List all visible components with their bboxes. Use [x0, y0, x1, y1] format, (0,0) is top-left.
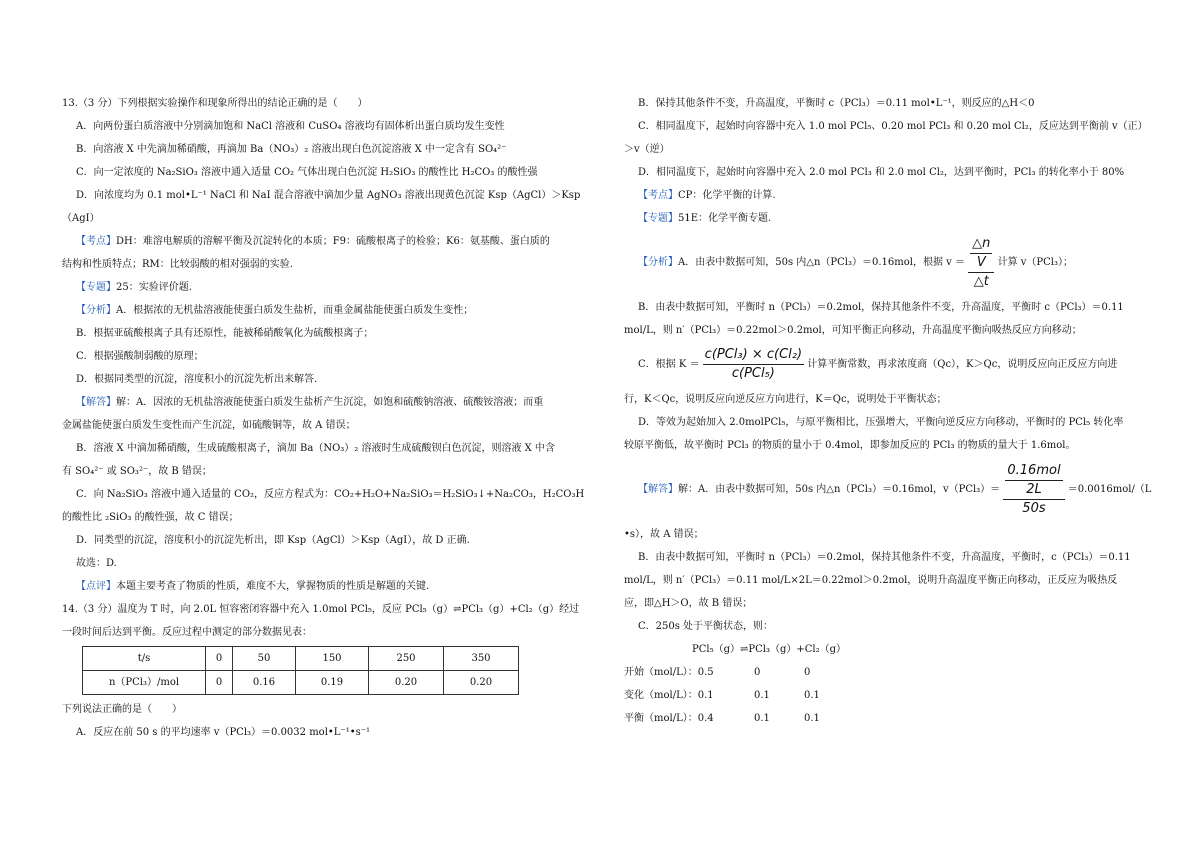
right-column: [624, 92, 1152, 730]
fenxi-d: D．等效为起始加入 2.0molPCl₅，与原平衡相比，压强增大，平衡向逆反应方向移动，平衡时的 PCl₅ 转化率: [638, 417, 1124, 428]
fenxi-c-post: 计算平衡常数，再求浓度商（Qc），K＞Qc，说明反应向正反应方向进: [807, 359, 1118, 370]
fenxi-a-post: 计算 v（PCl₃）；: [997, 257, 1073, 268]
rate-formula: [968, 235, 994, 291]
fenxi-d: D．根据同类型的沉淀，溶度积小的沉淀先析出来解答.: [76, 374, 318, 385]
kaodian-line: [624, 184, 1142, 207]
q13-option-c: C．向一定浓度的 Na₂SiO₃ 溶液中通入适量 CO₂ 气体出现白色沉淀 H₂SiO₃ 的酸性比 H₂CO₃ 的酸性强: [76, 167, 538, 178]
table-cell: n（PCl₃）/mol: [83, 671, 206, 695]
rate-calculation: [1003, 462, 1064, 518]
jieda-c-cont: 的酸性比 ₂SiO₃ 的酸性强，故 C 错误；: [62, 512, 239, 523]
fenxi-a-text: A．由表中数据可知，50s 内△n（PCl₃）＝0.16mol，根据 v ＝: [678, 257, 965, 268]
q14-option-b: B．保持其他条件不变，升高温度，平衡时 c（PCl₃）＝0.11 mol•L⁻¹，则反应的△H＜0: [638, 98, 1035, 109]
fenxi-b: B．根据亚硫酸根离子具有还原性，能被稀硝酸氧化为硫酸根离子；: [76, 328, 374, 339]
jieda-b-cont2: 应，即△H＞O，故 B 错误；: [624, 598, 753, 609]
jieda-a-cont: •s），故 A 错误；: [624, 529, 704, 540]
formula-volume: V: [976, 254, 986, 270]
kaodian-text: DH：难溶电解质的溶解平衡及沉淀转化的本质；F9：硫酸根离子的检验；K6：氨基酸、蛋白质的: [116, 236, 550, 247]
zhuanti-line: [62, 276, 590, 299]
table-cell: 0.16: [233, 671, 296, 695]
k-formula: [703, 346, 804, 383]
inner-fraction: [970, 235, 992, 272]
inner-fraction: [1005, 462, 1062, 499]
q14-option-c: C．相同温度下，起始时向容器中充入 1.0 mol PCl₅、0.20 mol PCl₃ 和 0.20 mol Cl₂，反应达到平衡前 v（正）: [638, 121, 1148, 132]
table-row: [83, 671, 519, 695]
dianping-tag: 【点评】: [76, 581, 116, 592]
jieda-a-post: ＝0.0016mol/（L: [1067, 484, 1152, 495]
jieda-a-text: 解：A．由表中数据可知，50s 内△n（PCl₃）＝0.16mol，v（PCl₃）＝: [678, 484, 1001, 495]
fenxi-line: [62, 299, 590, 322]
fenxi-tag: 【分析】: [638, 257, 678, 268]
calc-time: 50s: [1022, 500, 1046, 516]
q13-stem: 13.（3 分）下列根据实验操作和现象所得出的结论正确的是（ ）: [62, 98, 368, 109]
table-row: [624, 661, 820, 684]
q13-option-a: A．向两份蛋白质溶液中分别滴加饱和 NaCl 溶液和 CuSO₄ 溶液均有固体析出蛋白质均发生变性: [76, 121, 505, 132]
q14-ask: 下列说法正确的是（ ）: [62, 704, 182, 715]
q14-stem-cont: 一段时间后达到平衡。反应过程中测定的部分数据见表：: [62, 627, 312, 638]
jieda-a-line: [624, 457, 1152, 523]
jieda-b-cont: mol/L，则 n′（PCl₃）＝0.11 mol/L×2L＝0.22mol＞0.2mol，说明升高温度平衡正向移动，正反应为吸热反: [624, 575, 1118, 586]
jieda-a-cont: 金属盐能使蛋白质发生变性而产生沉淀，如硫酸铜等，故 A 错误；: [62, 420, 356, 431]
jieda-b: B．由表中数据可知，平衡时 n（PCl₃）＝0.2mol，保持其他条件不变，升高温度，平衡时，c（PCl₃）＝0.11: [638, 552, 1131, 563]
equilibrium-table: [624, 661, 820, 730]
formula-numerator: [968, 235, 994, 273]
calc-numerator: [1003, 462, 1064, 500]
q14-option-d: D．相同温度下，起始时向容器中充入 2.0 mol PCl₃ 和 2.0 mol Cl₂，达到平衡时，PCl₃ 的转化率小于 80%: [638, 167, 1125, 178]
table-cell: 0.20: [369, 671, 444, 695]
jieda-b-cont: 有 SO₄²⁻ 或 SO₃²⁻，故 B 错误；: [62, 466, 212, 477]
table-row: [83, 647, 519, 671]
q14-option-c-cont: ＞v（逆）: [624, 144, 670, 155]
fenxi-c-text: C．根据 K ＝: [638, 359, 700, 370]
table-cell: 变化（mol/L）：0.1: [624, 690, 714, 701]
table-cell: 0.1: [754, 713, 770, 724]
table-cell: 开始（mol/L）：0.5: [624, 667, 714, 678]
q14-stem: 14.（3 分）温度为 T 时，向 2.0L 恒容密闭容器中充入 1.0mol PCl₅，反应 PCl₅（g）⇌PCl₃（g）+Cl₂（g）经过: [62, 604, 580, 615]
fenxi-tag: 【分析】: [76, 305, 116, 316]
kaodian-tag: 【考点】: [638, 190, 678, 201]
k-numerator: c(PCl₃) × c(Cl₂): [703, 346, 804, 365]
table-cell: 0.1: [754, 690, 770, 701]
jieda-tag: 【解答】: [638, 484, 678, 495]
jieda-d: D．同类型的沉淀，溶度积小的沉淀先析出，即 Ksp（AgCl）＞Ksp（AgI），故 D 正确.: [76, 535, 470, 546]
zhuanti-tag: 【专题】: [76, 282, 116, 293]
table-cell: 150: [296, 647, 369, 671]
table-cell: 平衡（mol/L）：0.4: [624, 713, 714, 724]
table-cell: 0.20: [444, 671, 519, 695]
q13-option-d: D．向浓度均为 0.1 mol•L⁻¹ NaCl 和 NaI 混合溶液中滴加少量 AgNO₃ 溶液出现黄色沉淀 Ksp（AgCl）＞Ksp: [76, 190, 581, 201]
fenxi-b: B．由表中数据可知，平衡时 n（PCl₃）＝0.2mol，保持其他条件不变，升高温度，平衡时 c（PCl₃）＝0.11: [638, 302, 1124, 313]
calc-volume: 2L: [1026, 481, 1042, 497]
fenxi-d-cont: 较原平衡低，故平衡时 PCl₃ 的物质的量小于 0.4mol，即参加反应的 PCl₃ 的物质的量大于 1.6mol。: [624, 440, 1076, 451]
fenxi-c: C．根据强酸制弱酸的原理；: [76, 351, 204, 362]
zhuanti-text: 25：实验评价题.: [116, 282, 192, 293]
calc-moles: 0.16mol: [1005, 462, 1062, 481]
jieda-b: B．溶液 X 中滴加稀硝酸，生成硫酸根离子，滴加 Ba（NO₃）₂ 溶液时生成硫酸钡白色沉淀，则溶液 X 中含: [76, 443, 555, 454]
kaodian-text: CP：化学平衡的计算.: [678, 190, 776, 201]
q13-option-b: B．向溶液 X 中先滴加稀硝酸，再滴加 Ba（NO₃）₂ 溶液出现白色沉淀溶液 X 中一定含有 SO₄²⁻: [76, 144, 507, 155]
table-cell: 0.19: [296, 671, 369, 695]
formula-delta-n: △n: [970, 235, 992, 254]
answer-choice: 故选：D.: [76, 558, 117, 569]
table-row: [624, 707, 820, 730]
jieda-line: [62, 391, 590, 414]
jieda-a: 解：A．因浓的无机盐溶液能使蛋白质发生盐析产生沉淀，如饱和硫酸钠溶液、硫酸铵溶液；而重: [116, 397, 544, 408]
table-cell: 0.1: [804, 690, 820, 701]
zhuanti-tag: 【专题】: [638, 213, 678, 224]
table-cell: 50: [233, 647, 296, 671]
dianping-text: 本题主要考查了物质的性质，难度不大，掌握物质的性质是解题的关键.: [116, 581, 430, 592]
jieda-tag: 【解答】: [76, 397, 116, 408]
table-cell: 0: [206, 647, 233, 671]
table-row: [624, 684, 820, 707]
q14-option-a: A．反应在前 50 s 的平均速率 v（PCl₃）＝0.0032 mol•L⁻¹•s⁻¹: [76, 727, 371, 738]
table-cell: t/s: [83, 647, 206, 671]
table-cell: 0.1: [804, 713, 820, 724]
fenxi-a: A．根据浓的无机盐溶液能使蛋白质发生盐析，而重金属盐能使蛋白质发生变性；: [116, 305, 474, 316]
equilibrium-equation: PCl₅（g）⇌PCl₃（g）+Cl₂（g）: [692, 644, 846, 655]
table-cell: 250: [369, 647, 444, 671]
kaodian-line: [62, 230, 590, 253]
table-cell: 0: [206, 671, 233, 695]
zhuanti-text: 51E：化学平衡专题.: [678, 213, 772, 224]
table-cell: 0: [804, 667, 811, 678]
k-denominator: c(PCl₅): [731, 366, 775, 381]
fenxi-a-line: [624, 230, 1142, 296]
data-table: [82, 646, 519, 695]
jieda-c: C．向 Na₂SiO₃ 溶液中通入适量的 CO₂，反应方程式为：CO₂+H₂O+Na₂SiO₃＝H₂SiO₃↓+Na₂CO₃，H₂CO₃H: [76, 489, 585, 500]
left-column: [62, 92, 590, 744]
zhuanti-line: [624, 207, 1142, 230]
table-cell: 350: [444, 647, 519, 671]
fenxi-c-line: [624, 342, 1142, 388]
table-cell: 0: [754, 667, 761, 678]
jieda-c: C．250s 处于平衡状态，则：: [638, 621, 774, 632]
fenxi-c-cont: 行，K＜Qc，说明反应向逆反应方向进行，K＝Qc，说明处于平衡状态；: [624, 394, 947, 405]
q13-option-d-cont: （AgI）: [62, 213, 100, 224]
kaodian-text-cont: 结构和性质特点；RM：比较弱酸的相对强弱的实验.: [62, 259, 293, 270]
kaodian-tag: 【考点】: [76, 236, 116, 247]
fenxi-b-cont: mol/L，则 n′（PCl₃）＝0.22mol＞0.2mol，可知平衡正向移动，升高温度平衡向吸热反应方向移动；: [624, 325, 1082, 336]
formula-delta-t: △t: [973, 273, 989, 289]
dianping-line: [62, 575, 590, 598]
